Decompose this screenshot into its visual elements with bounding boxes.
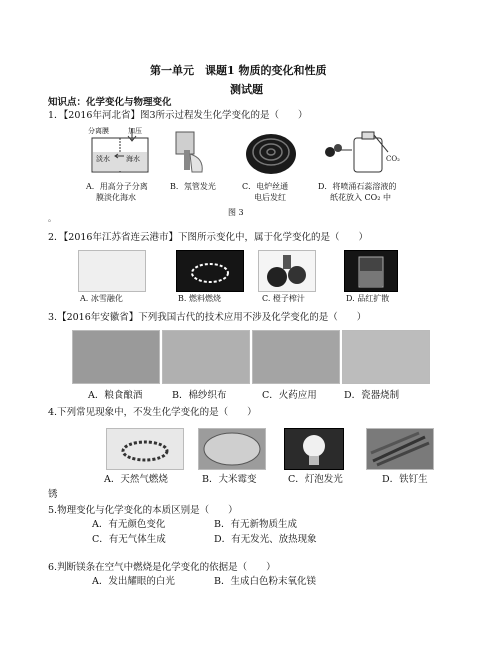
q4-image-bulb bbox=[284, 428, 344, 470]
q2-option-b: B. 燃料燃烧 bbox=[178, 294, 221, 303]
q3-image-weaving bbox=[162, 330, 250, 384]
q4-option-b: B．大米霉变 bbox=[202, 474, 257, 485]
beaker-diffusion-icon bbox=[345, 251, 397, 291]
q5-option-a: A．有无颜色变化 bbox=[92, 519, 166, 530]
q2-image-diffusion bbox=[344, 250, 398, 292]
gas-ring-icon bbox=[107, 429, 183, 469]
q4-image-rice bbox=[198, 428, 266, 470]
q3-stem: 3.【2016年安徽省】下列我国古代的技术应用不涉及化学变化的是（ ） bbox=[48, 312, 367, 323]
q2-image-flame bbox=[176, 250, 244, 292]
co2-bottle-picture bbox=[318, 128, 408, 176]
q1-option-b: B．氖管发光 bbox=[170, 182, 216, 191]
q1-option-c-line1: C．电炉丝通 bbox=[242, 182, 289, 191]
q3-image-porcelain bbox=[342, 330, 430, 384]
q5-option-d: D．有无发光、放热现象 bbox=[214, 534, 317, 545]
q2-stem: 2．【2016年江苏省连云港市】下图所示变化中，属于化学变化的是（ ） bbox=[48, 232, 368, 243]
burner-flame-icon bbox=[177, 251, 243, 291]
fresh-water-label: 淡水 bbox=[96, 155, 110, 163]
orange-juice-icon bbox=[259, 251, 315, 291]
q1-stem: 1．【2016年河北省】图3所示过程发生化学变化的是（ ） bbox=[48, 110, 308, 121]
section-heading: 知识点：化学变化与物理变化 bbox=[48, 97, 172, 108]
q5-option-b: B．有无新物质生成 bbox=[214, 519, 297, 530]
q1-image-c bbox=[244, 128, 298, 176]
neon-tester-picture bbox=[172, 128, 212, 176]
q4-image-nails bbox=[366, 428, 434, 470]
pressure-label: 加压 bbox=[128, 127, 142, 135]
q2-option-d: D. 品红扩散 bbox=[346, 294, 390, 303]
q6-option-b: B．生成白色粉末氧化镁 bbox=[214, 576, 316, 587]
q1-option-d-line1: D．将喷涌石蕊溶液的 bbox=[318, 182, 397, 191]
sea-water-label: 海水 bbox=[126, 155, 140, 163]
q4-option-a: A．天然气燃烧 bbox=[104, 474, 168, 485]
q4-option-d-continued: 锈 bbox=[48, 489, 58, 500]
q5-stem: 5.物理变化与化学变化的本质区别是（ ） bbox=[48, 505, 238, 516]
page-title: 第一单元 课题1 物质的变化和性质 bbox=[150, 64, 327, 77]
electric-stove-picture bbox=[244, 128, 298, 176]
q4-image-gas-flame bbox=[106, 428, 184, 470]
q2-image-snow bbox=[78, 250, 146, 292]
q2-image-juicer bbox=[258, 250, 316, 292]
q3-option-a: A．粮食酿酒 bbox=[88, 390, 143, 401]
q1-option-d-line2: 纸花放入 CO₂ 中 bbox=[330, 193, 391, 202]
q1-option-a-line2: 膜淡化海水 bbox=[96, 193, 136, 202]
light-bulb-icon bbox=[285, 429, 343, 469]
q6-option-a: A．发出耀眼的白光 bbox=[92, 576, 175, 587]
q1-figure-label: 图 3 bbox=[228, 208, 244, 217]
q1-image-d bbox=[318, 128, 408, 176]
q1-option-c-line2: 电后发红 bbox=[254, 193, 286, 202]
q5-option-c: C．有无气体生成 bbox=[92, 534, 166, 545]
q4-stem: 4.下列常见现象中，不发生化学变化的是（ ） bbox=[48, 407, 257, 418]
q3-option-b: B．棉纱织布 bbox=[172, 390, 227, 401]
rusty-nails-icon bbox=[367, 429, 433, 469]
q3-image-wine bbox=[72, 330, 160, 384]
q1-image-a bbox=[86, 126, 152, 176]
q3-option-c: C．火药应用 bbox=[262, 390, 317, 401]
q1-image-b bbox=[172, 128, 212, 176]
filter-label: 分离膜 bbox=[88, 127, 109, 135]
q2-option-a: A. 冰雪融化 bbox=[80, 294, 123, 303]
rice-bowl-icon bbox=[199, 429, 265, 469]
q1-option-a-line1: A．用高分子分离 bbox=[86, 182, 148, 191]
q3-image-gunpowder bbox=[252, 330, 340, 384]
page-subtitle: 测试题 bbox=[230, 83, 263, 96]
q2-option-c: C. 橙子榨汁 bbox=[262, 294, 305, 303]
co2-label: CO₂ bbox=[386, 155, 400, 163]
q3-image-strip bbox=[72, 330, 430, 384]
q6-stem: 6.判断镁条在空气中燃烧是化学变化的依据是（ ） bbox=[48, 562, 276, 573]
stray-mark: 。 bbox=[48, 214, 56, 223]
q4-option-c: C．灯泡发光 bbox=[288, 474, 343, 485]
q3-option-d: D．瓷器烧制 bbox=[344, 390, 400, 401]
q4-option-d: D．铁钉生 bbox=[382, 474, 428, 485]
